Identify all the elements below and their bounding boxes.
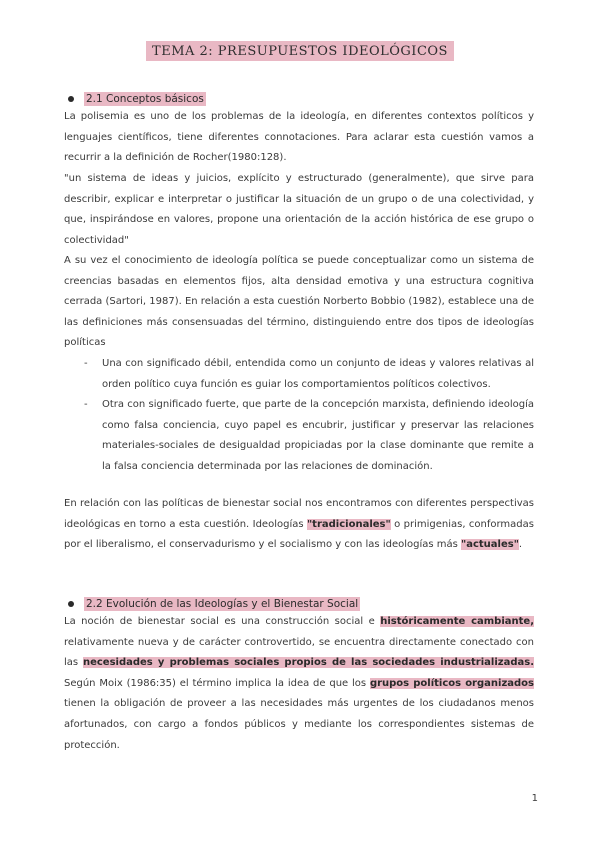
paragraph-intro: La polisemia es uno de los problemas de la ideología, en diferentes contextos políticos y lenguajes científicos, tiene diferentes connotaciones. Para aclarar esta cuestión vamos a recurrir a la definición de Rocher(1980:128). <box>64 111 534 164</box>
highlight-traditional: "tradicionales" <box>306 518 391 530</box>
paragraph-welfare-evolution <box>64 612 534 756</box>
text-run: En relación con las políticas de bienestar social nos encontramos con diferentes perspectivas ideológicas en torno a esta cuestión. Ideologías <box>64 498 534 530</box>
section-heading-2-text: 2.2 Evolución de las Ideologías y el Bienestar Social <box>86 598 359 610</box>
dash-icon: - <box>84 358 88 369</box>
highlight-political-groups: grupos políticos organizados <box>369 677 534 689</box>
text-run: . <box>518 539 523 551</box>
highlight-historically-changing: históricamente cambiante, <box>380 616 534 627</box>
page-title: TEMA 2: PRESUPUESTOS IDEOLÓGICOS <box>146 41 454 61</box>
bullet-icon <box>68 601 74 607</box>
title-wrap <box>0 40 600 61</box>
page-number: 1 <box>531 793 538 804</box>
section-heading-1-text: 2.1 Conceptos básicos <box>86 93 204 105</box>
list-item <box>64 354 534 395</box>
section-heading-2 <box>68 598 360 610</box>
section-heading-1 <box>68 93 206 105</box>
ideology-types-list <box>64 354 534 478</box>
paragraph-welfare-perspectives <box>64 494 534 556</box>
dash-icon: - <box>84 399 88 411</box>
list-item-text: Otra con significado fuerte, que parte de la concepción marxista, definiendo ideología como falsa conciencia, cuyo papel es encubrir, justificar y preservar las relaciones materiales-sociales de desigualdad propiciadas por la clase dominante que remite a la falsa conciencia determinada por las relaciones de dominación. <box>102 399 534 472</box>
text-run: Según Moix (1986:35) el término implica la idea de que los <box>64 677 370 689</box>
list-item <box>64 395 534 477</box>
text-run: La noción de bienestar social es una construcción social e <box>64 616 381 627</box>
list-item-text: Una con significado débil, entendida como un conjunto de ideas y valores relativas al orden político cuya función es guiar los comportamientos políticos colectivos. <box>102 358 534 390</box>
text-run: o primigenias, conformadas por el liberalismo, el conservadurismo y el socialismo y con las ideologías más <box>64 518 534 551</box>
highlight-current: "actuales" <box>461 539 519 551</box>
highlight-social-needs: necesidades y problemas sociales propios de las sociedades industrializadas. <box>82 657 534 669</box>
text-run: tienen la obligación de proveer a las necesidades más urgentes de los ciudadanos menos afortunados, con cargo a fondos públicos y mediante los correspondientes sistemas de protección. <box>64 698 534 751</box>
paragraph-ideology: A su vez el conocimiento de ideología política se puede conceptualizar como un sistema de creencias basadas en elementos fijos, alta densidad emotiva y una estructura cognitiva cerrada (Sartori, 1987). En relación a esta cuestión Norberto Bobbio (1982), establece una de las definiciones más consensuadas del término, distinguiendo entre dos tipos de ideologías políticas <box>64 255 534 349</box>
text-run: relativamente nueva y de carácter controvertido, se encuentra directamente conectado con las <box>64 636 534 669</box>
quote-definition: "un sistema de ideas y juicios, explícito y estructurado (generalmente), que sirve para describir, explicar e interpretar o justificar la situación de un grupo o de una colectividad, y que, inspirándose en valores, propone una orientación de la acción histórica de ese grupo o colectividad" <box>64 173 534 246</box>
bullet-icon <box>68 96 74 102</box>
